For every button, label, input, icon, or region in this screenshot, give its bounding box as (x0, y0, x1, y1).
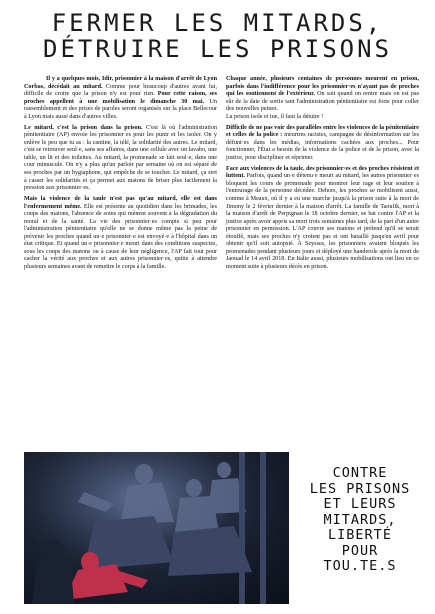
right-column (226, 76, 419, 275)
paragraph-mitard (24, 125, 217, 193)
resistance-bold: Face aux violences de la taule, des prisonnier·es et des proches résistent et luttent. (226, 165, 419, 180)
paragraph-parallels (226, 125, 419, 163)
deaths-bold: Chaque année, plusieurs centaines de personnes meurent en prison, parfois dans l'indifférence pour les prisonnier·es n'ayant pas de proches qui les soutiennent de l'extérieur. (226, 76, 419, 98)
slogan-block (295, 466, 425, 575)
paragraph-text: Elle est présente au quotidien dans les brimades, les coups des matons, l'absence de soins qui mènent souvent à la dégradation du moral et de la santé. La vie des prisonnier·es compte si peu pour l'administration pénitentiaire qu'elle ne se donne même pas la peine de prévenir les proches quand un·e prisonnier·e est envoyé·e à l'hôpital dans un état critique. Et quand un·e prisonnier·e meurt dans des conditions suspectes, sous les coups des matons ou à cause de leur négligence, l'AP fait tout pour cacher la vérité aux proches et aux autres prisonnier·es, quitte à attendre plusieurs semaines avant de remettre le corps à la famille. (24, 203, 217, 270)
slogan-line: TOU.TE.S (323, 558, 397, 574)
lead-bold: Il y a quelques mois, Idir, prisonnier à la maison d'arrêt de Lyon Corbas, décédait au mitard. (24, 76, 217, 90)
paragraph-text: On sait quand on rentre mais on est pas sûr de la date de sortie tant l'administration pénitentiaire est forte pour coller des nouvelles peines. (226, 91, 419, 113)
paragraph-text: Parfois, quand un·e détenu·e meurt au mitard, les autres prisonnier·es bloquent les cours de promenade pour montrer leur rage et leur soutien à l'entourage de la personne décédée. Dehors, les proches se mobilisent aussi, comme à Meaux, où il y a eu une marche jusqu'à la prison suite à la mort de Jimony le 2 février dernier à la maison d'arrêt. La famille de Taoufik, mort à la maison d'arrêt de Perpignan le 18 octobre dernier, se bat contre l'AP et la justice après avoir appris sa mort trois semaines plus tard, de la part d'un autre prisonnier en permission. L'AP couvre ses matons et prétend qu'il se serait étouffé, mais ses proches n'y croient pas et ont bataillé jusqu'en avril pour obtenir qu'il soit autopsié. À Seysses, les prisonniers avaient bloqués les promenades pendant plusieurs jours et déployé une banderole après la mort de Jaouad le 14 avril 2018. En Italie aussi, plusieurs mobilisations ont lieu en ce moment suite à plusieurs décès en prison. (226, 173, 419, 270)
slogan-line: POUR (341, 542, 379, 559)
paragraph-violence (24, 196, 217, 271)
mitard-bold: Le mitard, c'est la prison dans la prison. (24, 124, 143, 131)
left-column (24, 76, 217, 275)
paragraph-deaths (226, 76, 419, 121)
headline-line-2: DÉTRUIRE LES PRISONS (43, 35, 392, 63)
slogan-line: CONTRE (332, 465, 388, 481)
photo-illustration (24, 452, 289, 604)
prison-mitard-photo (24, 452, 289, 604)
violence-bold: Mais la violence de la taule n'est pas qu'au mitard, elle est dans l'enfermement même. (24, 195, 217, 210)
headline-line-1: FERMER LES MITARDS, (51, 9, 384, 37)
mobilisation-bold: Pour cette raison, ses proches appellent à une mobilisation le dimanche 30 mai. (24, 91, 217, 105)
paragraph-text: Comme pour beaucoup d'autres avant lui, difficile de croire que la prison n'y est pour rien. (24, 83, 217, 98)
paragraph-idir (24, 76, 217, 121)
slogan-line: LES PRISONS (309, 480, 411, 497)
paragraph-text: meurtres racistes, campagne de désinformation sur les défunt·es dans les médias, informations cachées aux proches... Pour fonctionner, l'État a besoin de la violence de la police et de la prison, avec la justice, pour discipliner et réprimer. (226, 132, 419, 161)
paragraph-resistance (226, 166, 419, 272)
slogan-line: LIBERTÉ (328, 527, 392, 543)
slogan-line: ET LEURS (323, 496, 397, 512)
slogan-line: MITARDS, (323, 511, 397, 528)
paragraph-text: Un rassemblement et des prises de paroles seront organisés sur la place Bellecour à Lyon mais aussi dans d'autres villes. (24, 98, 217, 120)
parallels-bold: Difficile de ne pas voir des parallèles entre les violences de la pénitentiaire et celles de la police : (226, 124, 419, 139)
paragraph-text: La prison isole et tue, il faut la détuire ! (226, 113, 324, 120)
paragraph-text: C'est là où l'administration pénitentiaire (AP) envoie les prisonnier·es pour les punir et les isoler. On y enlève le peu que tu as : la cantine, la télé, la solidarité des autres. Le mitard, c'est se retrouver seul·e, sans ses affaires, dans une cellule avec un lavabo, une table, un lit et des toilettes. Au mitard, la promenade se fait seul·e, dans une cour minuscule. On n'y a plus qu'un parloir par semaine où on est séparé de ses proches par un hygiaphone, qui empêche de se toucher. Le mitard, ça sert à casser les solidarités et ça permet aux matons de briser plus facilement la pression aux prisonnier·es. (24, 124, 217, 192)
